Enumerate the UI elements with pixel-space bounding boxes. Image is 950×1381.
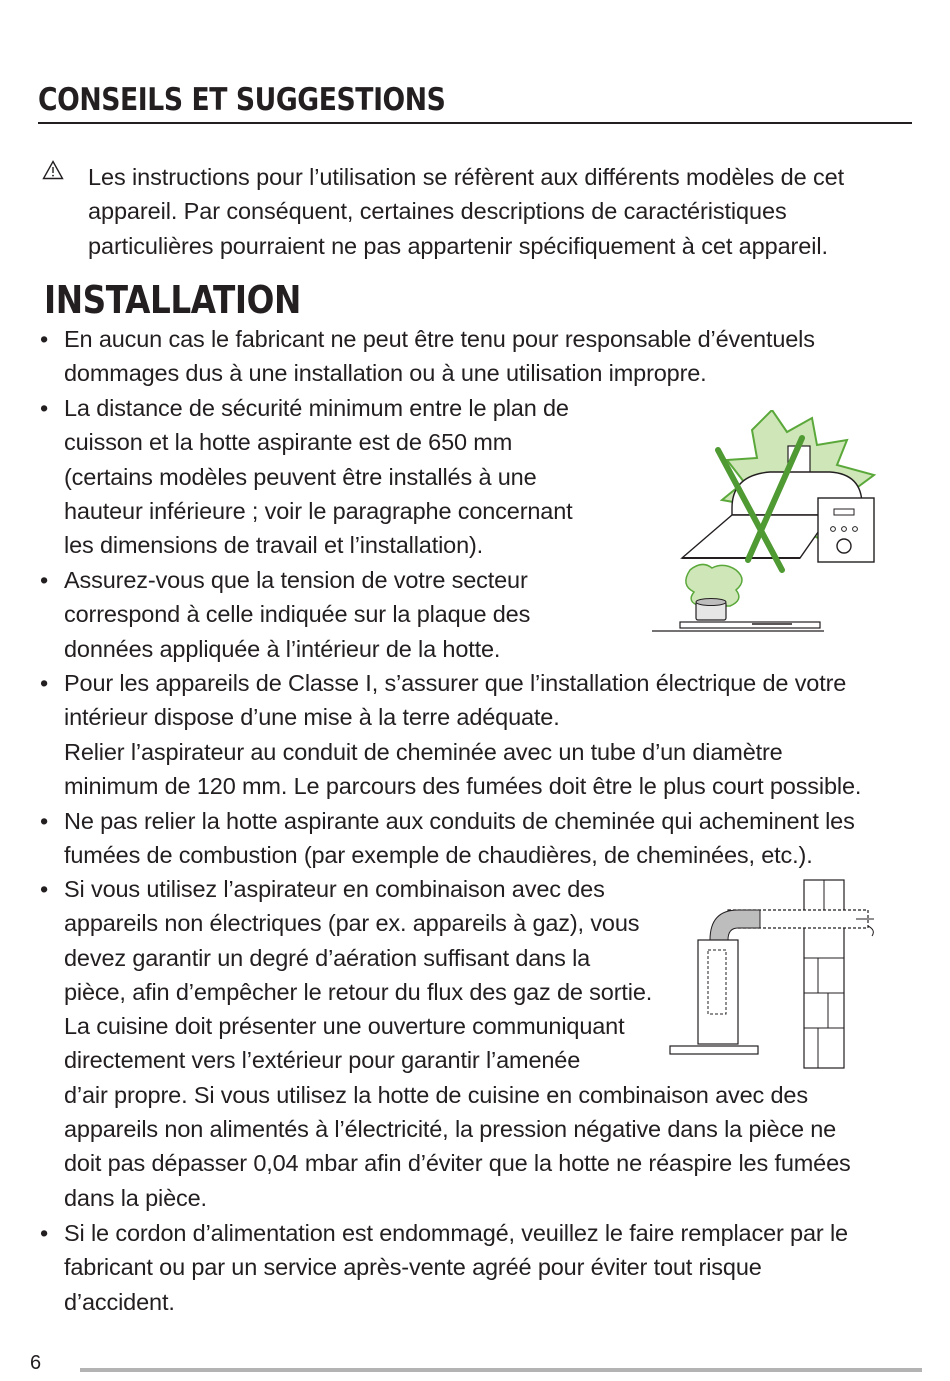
section-title-installation: INSTALLATION	[44, 278, 301, 322]
item-line: La distance de sécurité minimum entre le plan de	[64, 395, 569, 421]
item-line: dans la pièce.	[64, 1184, 207, 1211]
list-item-combustion-flues	[64, 804, 855, 873]
section-title-conseils: CONSEILS ET SUGGESTIONS	[38, 82, 446, 118]
title-underline	[38, 122, 912, 124]
item-line: intérieur dispose d’une mise à la terre adéquate.	[64, 704, 560, 731]
item-line: Pour les appareils de Classe I, s’assurer que l’installation électrique de votre	[64, 670, 847, 696]
page-number: 6	[30, 1352, 42, 1374]
item-line: appareils non électriques (par ex. appareils à gaz), vous	[64, 910, 640, 937]
list-item-power-cord	[64, 1216, 848, 1319]
warning-triangle-icon	[42, 160, 64, 180]
hood-chimney-duct-illustration	[668, 878, 880, 1070]
item-line: hauteur inférieure ; voir le paragraphe concernant	[64, 497, 573, 524]
item-line: pièce, afin d’empêcher le retour du flux des gaz de sortie.	[64, 978, 653, 1005]
item-line: données appliquée à l’intérieur de la hotte.	[64, 635, 501, 662]
item-line: Si le cordon d’alimentation est endommagé, veuillez le faire remplacer par le	[64, 1220, 848, 1246]
note-line: particulières pourraient ne pas appartenir spécifiquement à cet appareil.	[88, 232, 828, 259]
item-line: fabricant ou par un service après-vente agréé pour éviter tout risque	[64, 1254, 762, 1281]
item-line: dommages dus à une installation ou à une utilisation impropre.	[64, 360, 707, 387]
item-line: appareils non alimentés à l’électricité, la pression négative dans la pièce ne	[64, 1116, 837, 1143]
item-line: La cuisine doit présenter une ouverture communiquant	[64, 1013, 625, 1040]
list-item-safety-distance	[64, 391, 573, 562]
bullet-marker: •	[40, 808, 49, 834]
hood-distance-crossed-out-illustration	[652, 410, 882, 635]
bullet-marker: •	[40, 567, 49, 593]
item-line: d’air propre. Si vous utilisez la hotte de cuisine en combinaison avec des	[64, 1081, 808, 1108]
list-item-voltage	[64, 563, 530, 666]
item-line: (certains modèles peuvent être installés à une	[64, 463, 537, 490]
bullet-marker: •	[40, 876, 49, 902]
item-line: fumées de combustion (par exemple de chaudières, de cheminées, etc.).	[64, 842, 813, 869]
note-line: Les instructions pour l’utilisation se réfèrent aux différents modèles de cet	[88, 164, 845, 190]
bullet-marker: •	[40, 670, 49, 696]
list-item-manufacturer-liability	[64, 322, 815, 391]
item-line: En aucun cas le fabricant ne peut être tenu pour responsable d’éventuels	[64, 326, 815, 352]
item-line: Ne pas relier la hotte aspirante aux conduits de cheminée qui acheminent les	[64, 808, 855, 834]
instructions-note	[88, 160, 908, 263]
item-line: les dimensions de travail et l’installation).	[64, 532, 484, 559]
footer-rule	[80, 1368, 922, 1372]
item-line: doit pas dépasser 0,04 mbar afin d’éviter que la hotte ne réaspire les fumées	[64, 1150, 851, 1177]
item-line: directement vers l’extérieur pour garantir l’amenée	[64, 1047, 581, 1074]
item-line: devez garantir un degré d’aération suffisant dans la	[64, 944, 591, 971]
note-line: appareil. Par conséquent, certaines descriptions de caractéristiques	[88, 198, 787, 225]
item-line: Relier l’aspirateur au conduit de cheminée avec un tube d’un diamètre	[64, 738, 783, 765]
item-line: Assurez-vous que la tension de votre secteur	[64, 567, 528, 593]
item-line: Si vous utilisez l’aspirateur en combinaison avec des	[64, 876, 605, 902]
item-line: d’accident.	[64, 1288, 175, 1315]
bullet-marker: •	[40, 1220, 49, 1246]
list-item-class-one-earthing	[64, 666, 861, 803]
bullet-marker: •	[40, 395, 49, 421]
item-line: cuisson et la hotte aspirante est de 650 mm	[64, 429, 513, 456]
item-line: minimum de 120 mm. Le parcours des fumées doit être le plus court possible.	[64, 772, 862, 799]
item-line: correspond à celle indiquée sur la plaque des	[64, 601, 531, 628]
bullet-marker: •	[40, 326, 49, 352]
